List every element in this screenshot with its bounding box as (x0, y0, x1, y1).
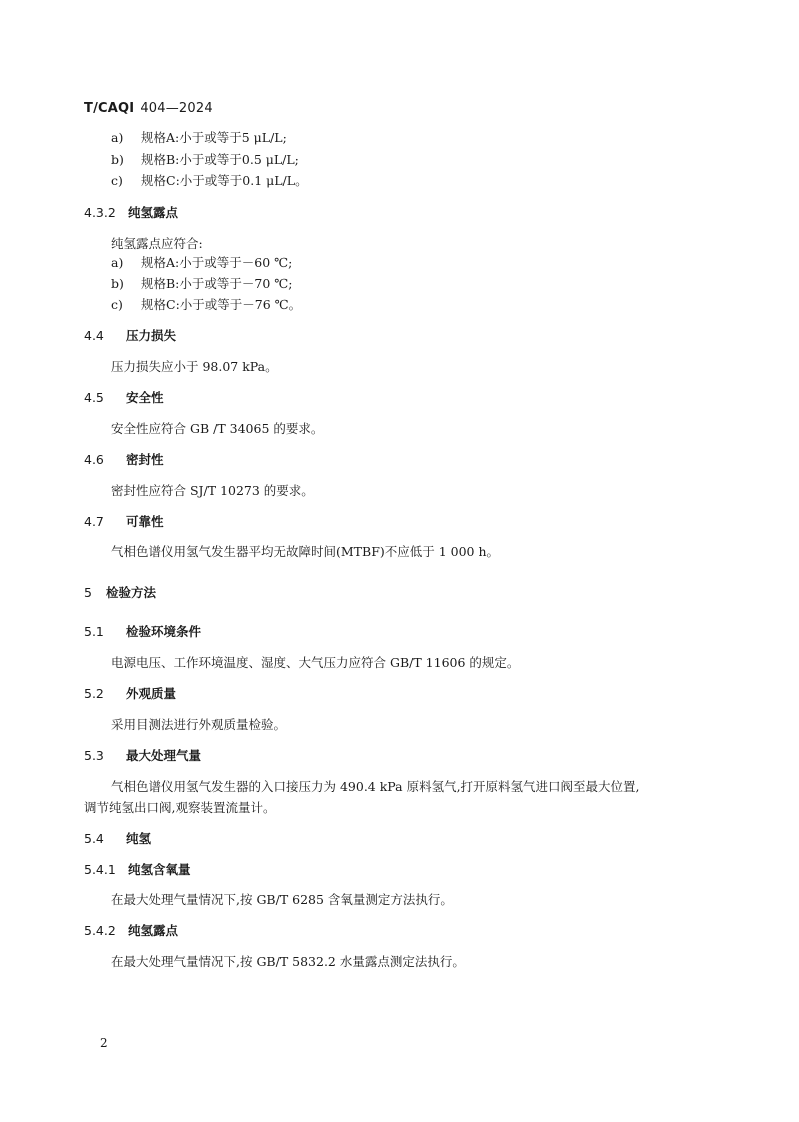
paragraph: 采用目测法进行外观质量检验。 (111, 717, 287, 732)
paragraph: 在最大处理气量情况下,按 GB/T 6285 含氧量测定方法执行。 (111, 892, 453, 907)
section-title: 密封性 (126, 452, 164, 467)
list-text: 规格C:小于或等于－76 ℃。 (141, 297, 302, 312)
paragraph-line: 气相色谱仪用氢气发生器的入口接压力为 490.4 kPa 原料氢气,打开原料氢气进口阀至最大位置, (111, 779, 640, 794)
section-number: 5.1 (84, 624, 104, 639)
section-title: 纯氢含氧量 (128, 862, 191, 877)
list-item (111, 128, 287, 148)
section-title: 纯氢 (126, 831, 152, 846)
section-number: 4.4 (84, 328, 104, 343)
list-item (111, 274, 292, 294)
section-number: 5.2 (84, 686, 104, 701)
section-title: 最大处理气量 (126, 748, 202, 763)
paragraph: 压力损失应小于 98.07 kPa。 (111, 359, 278, 374)
section-title: 外观质量 (126, 686, 177, 701)
paragraph: 电源电压、工作环境温度、湿度、大气压力应符合 GB/T 11606 的规定。 (111, 655, 520, 670)
section-heading-5-1 (84, 622, 201, 642)
section-heading-5-2 (84, 684, 176, 704)
section-heading-4-7 (84, 512, 164, 532)
list-marker: c) (111, 297, 123, 312)
section-title: 安全性 (126, 390, 164, 405)
page-number: 2 (100, 1036, 108, 1050)
section-title: 可靠性 (126, 514, 164, 529)
paragraph-line: 调节纯氢出口阀,观察装置流量计。 (84, 800, 276, 815)
list-marker: b) (111, 276, 124, 291)
section-heading-5-4-2 (84, 921, 178, 941)
list-text: 规格A:小于或等于5 μL/L; (141, 130, 287, 145)
paragraph: 密封性应符合 SJ/T 10273 的要求。 (111, 483, 314, 498)
section-number: 4.5 (84, 390, 104, 405)
list-marker: c) (111, 173, 123, 188)
section-title: 压力损失 (126, 328, 177, 343)
list-text: 规格B:小于或等于0.5 μL/L; (141, 152, 299, 167)
section-title: 纯氢露点 (128, 923, 179, 938)
chapter-number: 5 (84, 585, 92, 600)
section-heading-5-4-1 (84, 860, 191, 880)
section-title: 检验环境条件 (126, 624, 202, 639)
section-number: 4.7 (84, 514, 104, 529)
section-title: 纯氢露点 (128, 205, 179, 220)
section-heading-5-4 (84, 829, 151, 849)
section-heading-4-6 (84, 450, 164, 470)
section-number: 5.4.2 (84, 923, 116, 938)
list-text: 规格B:小于或等于－70 ℃; (141, 276, 293, 291)
section-heading-5-3 (84, 746, 201, 766)
list-item (111, 171, 308, 191)
list-item (111, 150, 299, 170)
section-heading-4-5 (84, 388, 164, 408)
list-marker: b) (111, 152, 124, 167)
list-marker: a) (111, 255, 124, 270)
section-number: 5.3 (84, 748, 104, 763)
paragraph: 气相色谱仪用氢气发生器平均无故障时间(MTBF)不应低于 1 000 h。 (111, 544, 500, 559)
section-heading-4-4 (84, 326, 176, 346)
chapter-title: 检验方法 (106, 585, 157, 600)
section-number: 4.3.2 (84, 205, 116, 220)
list-text: 规格C:小于或等于0.1 μL/L。 (141, 173, 308, 188)
section-number: 4.6 (84, 452, 104, 467)
section-number: 5.4.1 (84, 862, 116, 877)
paragraph: 安全性应符合 GB /T 34065 的要求。 (111, 421, 324, 436)
list-marker: a) (111, 130, 124, 145)
list-item (111, 253, 292, 273)
chapter-heading-5 (84, 583, 156, 603)
section-heading-4-3-2 (84, 203, 178, 223)
paragraph: 纯氢露点应符合: (111, 236, 203, 251)
list-text: 规格A:小于或等于－60 ℃; (141, 255, 293, 270)
paragraph: 在最大处理气量情况下,按 GB/T 5832.2 水量露点测定法执行。 (111, 954, 465, 969)
document-code: T/CAQI (84, 101, 135, 116)
section-number: 5.4 (84, 831, 104, 846)
document-identifier (84, 101, 213, 116)
document-number: 404—2024 (140, 101, 213, 116)
list-item (111, 295, 301, 315)
